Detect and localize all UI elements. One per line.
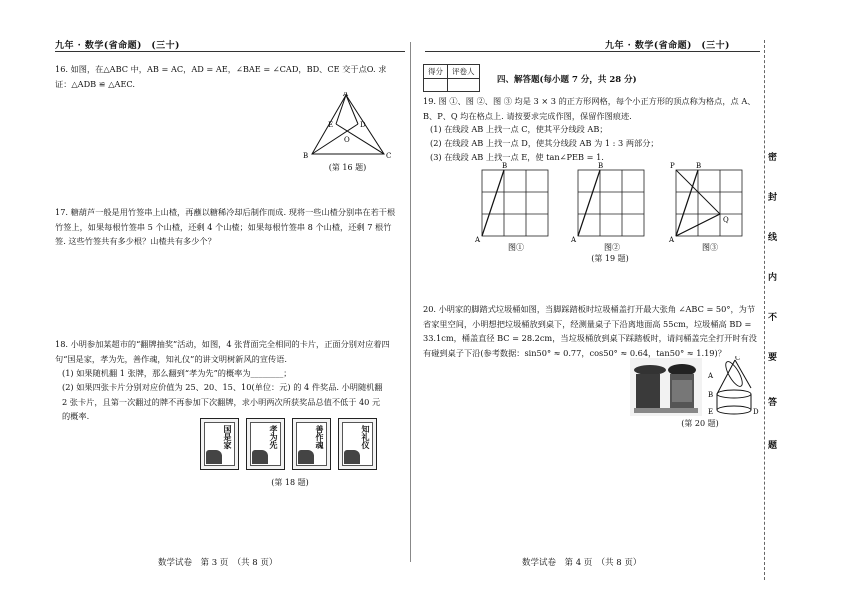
header-rule [55, 51, 405, 52]
label-B: B [708, 391, 714, 399]
label-D: D [360, 121, 366, 129]
point-A: A [669, 236, 675, 244]
prize-card-2 [246, 418, 285, 470]
point-A: A [475, 236, 481, 244]
label-A: A [708, 372, 714, 380]
score-header: 得分 [424, 65, 448, 79]
seal-char: 线 [768, 233, 778, 243]
question-19-part2: (2) 在线段 AB 上找一点 D，使其分线段 AB 为 1 : 3 两部分； [430, 138, 659, 148]
label-O: O [344, 136, 350, 144]
label-C: C [735, 356, 741, 362]
grid-figure-2 [570, 160, 650, 252]
label-E: E [708, 408, 714, 416]
figure-20-caption: (第 20 题) [681, 419, 719, 428]
page-fold-line [410, 42, 411, 562]
seal-char: 题 [768, 441, 778, 451]
header-rule [425, 51, 760, 52]
grader-cell[interactable] [448, 79, 480, 92]
question-19-part3: (3) 在线段 AB 上找一点 E，使 tan∠PEB = 1. [430, 152, 604, 162]
grid-3-label: 图③ [702, 243, 718, 252]
seal-dashed-line [764, 40, 765, 580]
card-art-icon [298, 450, 314, 464]
question-20-text: 20. 小明家的脚踏式垃圾桶如图，当脚踩踏板时垃圾桶盖打开最大张角 ∠ABC = 50°，为节省家里空间，小明想把垃圾桶放到桌下，经测量桌子下沿离地面高 55cm，垃圾桶高 BD = 33.1cm，桶盖直径 BC = 28.2cm，当垃圾桶放到桌下踩踏板时，请问桶盖完全打开时有没有碰到桌子下沿(参考数据：sin50° ≈ 0.77，cos50° ≈ 0.64，tan50° ≈ 1.19)？ [423, 304, 757, 358]
question-19-intro: 19. 图 ①、图 ②、图 ③ 均是 3 × 3 的正方形网格，每个小正方形的顶点称为格点，点 A、B、P、Q 均在格点上. 请按要求完成作图，保留作图痕迹. [423, 96, 756, 121]
grid-2-label: 图② [604, 243, 620, 252]
score-cell[interactable] [424, 79, 448, 92]
prize-card-4 [338, 418, 377, 470]
seal-char: 要 [768, 353, 778, 363]
page-header: 九年 · 数学(省命题) (三十) [55, 41, 180, 51]
grader-header: 评卷人 [448, 65, 480, 79]
grid-figure-1 [474, 160, 554, 252]
seal-char: 封 [768, 193, 778, 203]
card-label: 孝为先 [269, 425, 279, 449]
prize-card-1 [200, 418, 239, 470]
card-art-icon [206, 450, 222, 464]
seal-char: 不 [768, 313, 778, 323]
grid-figure-3 [668, 160, 758, 252]
question-16-text: 16. 如图，在△ABC 中，AB = AC，AD = AE，∠BAE = ∠CAD，BD、CE 交于点O. 求证：△ADB ≌ △AEC. [55, 64, 387, 89]
question-18-part1: (1) 如果随机翻 1 张牌，那么翻到“孝为先”的概率为________； [62, 368, 292, 378]
point-B: B [696, 162, 702, 170]
trash-can-photo [630, 358, 702, 416]
question-17-text: 17. 糖葫芦一般是用竹签串上山楂，再蘸以糖稀冷却后制作而成. 现将一些山楂分别串在若干根竹签上，如果每根竹签串 5 个山楂，还剩 4 个山楂；如果每根竹签串 8 个山楂，还剩 7 根竹签. 这些竹签共有多少根？山楂共有多少个？ [55, 207, 396, 246]
point-Q: Q [723, 216, 729, 224]
label-E: E [328, 121, 334, 129]
question-19-part1: (1) 在线段 AB 上找一点 C，使其平分线段 AB； [430, 124, 608, 134]
figure-19-caption: (第 19 题) [591, 254, 629, 263]
label-A: A [343, 92, 349, 98]
section-title: 四、解答题(每小题 7 分，共 28 分) [497, 75, 637, 85]
prize-card-3 [292, 418, 331, 470]
label-D: D [753, 408, 759, 416]
card-art-icon [252, 450, 268, 464]
trash-can-diagram [705, 356, 761, 418]
left-page [0, 0, 415, 608]
point-B: B [502, 162, 508, 170]
seal-char: 密 [768, 153, 778, 163]
label-B: B [303, 152, 309, 160]
point-P: P [670, 162, 675, 170]
page-footer: 数学试卷 第 3 页 （共 8 页） [158, 558, 278, 568]
grid-1-label: 图① [508, 243, 524, 252]
page-footer: 数学试卷 第 4 页 （共 8 页） [522, 558, 642, 568]
figure-16-caption: (第 16 题) [328, 163, 367, 172]
card-art-icon [344, 450, 360, 464]
question-18-intro: 18. 小明参加某超市的“翻牌抽奖”活动，如图，4 张背面完全相同的卡片，正面分别对应着四句“国是家，孝为先，善作魂，知礼仪”的讲文明树新风的宣传语. [55, 339, 390, 364]
card-label: 国是家 [223, 425, 233, 449]
card-label: 善作魂 [315, 425, 325, 449]
seal-char: 内 [768, 273, 778, 283]
triangle-figure-16 [300, 92, 395, 162]
page-header: 九年 · 数学(省命题) (三十) [605, 41, 730, 51]
question-18-part2: (2) 如果四张卡片分别对应价值为 25、20、15、10(单位：元) 的 4 件奖品. 小明随机翻 2 张卡片，且第一次翻过的牌不再参加下次翻牌，求小明两次所获奖品总值不低于 40 元的概率. [62, 382, 383, 421]
figure-18-caption: (第 18 题) [271, 478, 309, 487]
seal-char: 答 [768, 398, 778, 408]
card-label: 知礼仪 [361, 425, 371, 449]
label-C: C [386, 152, 392, 160]
score-table [423, 64, 480, 92]
point-B: B [598, 162, 604, 170]
point-A: A [571, 236, 577, 244]
